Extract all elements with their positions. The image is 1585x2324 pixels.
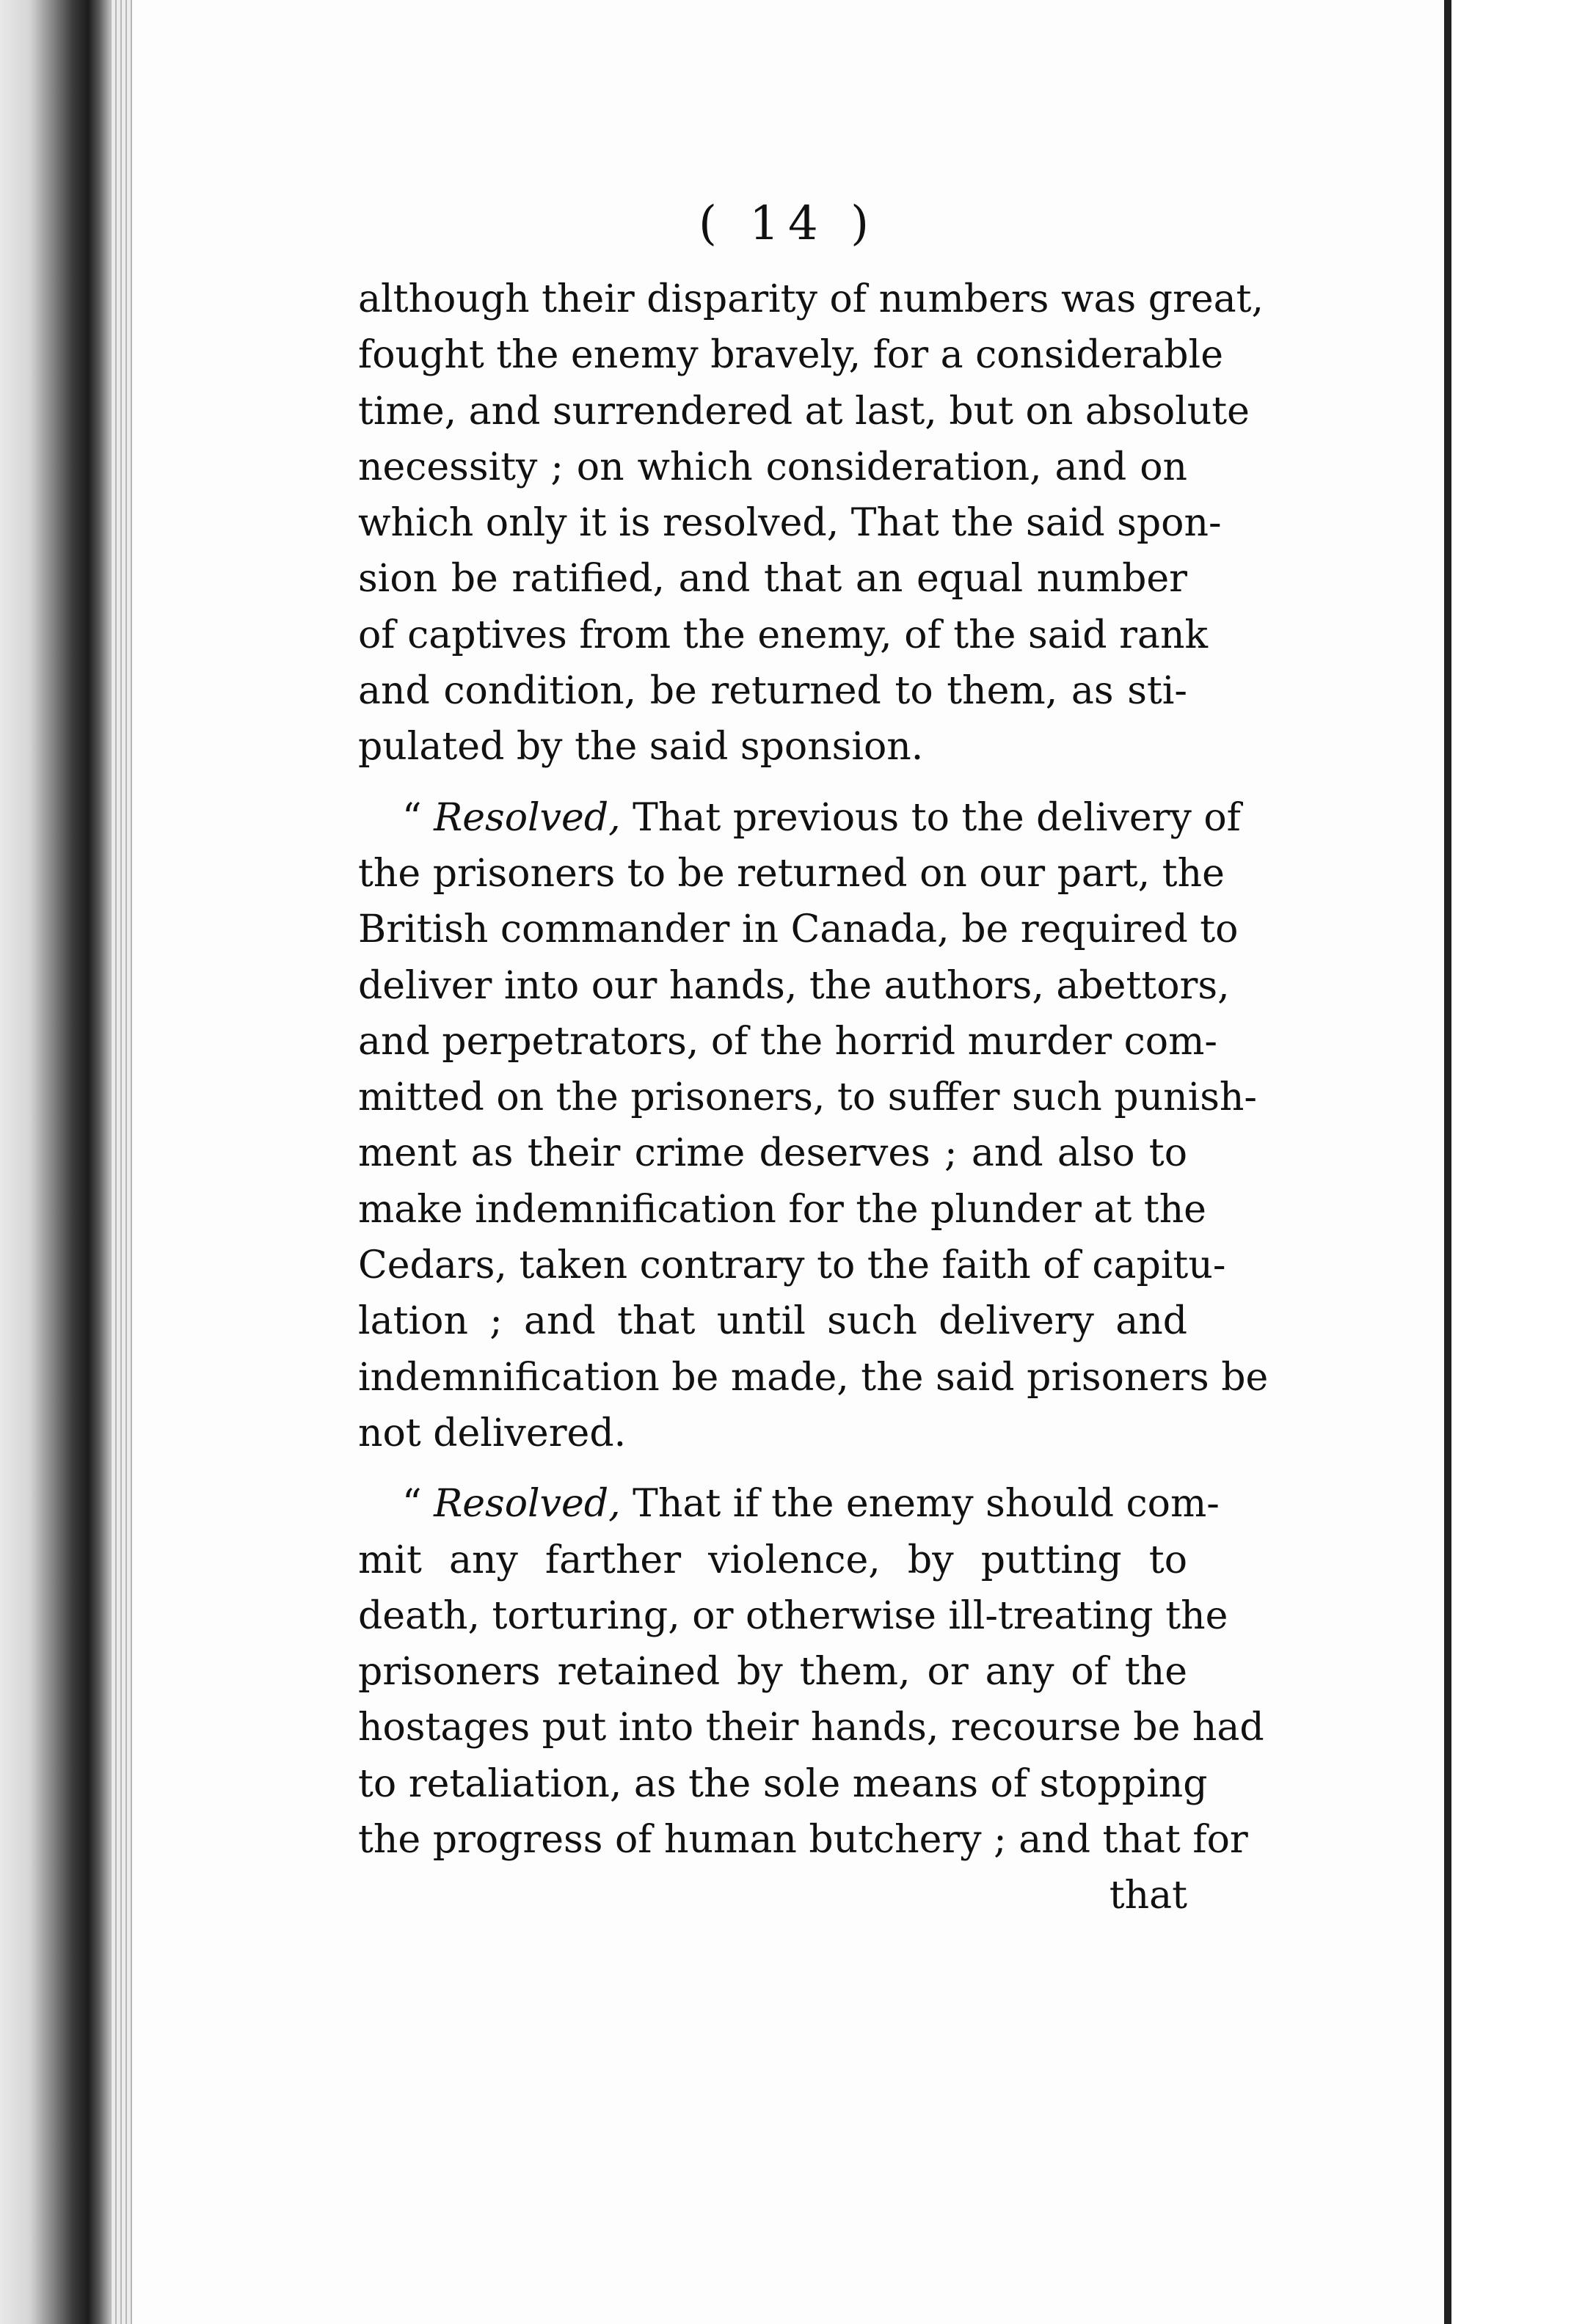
paragraph-opening-line [358, 1476, 1220, 1532]
text-line: the prisoners to be returned on our part, the [358, 851, 1225, 896]
text-line: of captives from the enemy, of the said rank [358, 613, 1208, 657]
next-page-edge [1444, 0, 1451, 2324]
text-line: hostages put into their hands, recourse be had [358, 1706, 1264, 1750]
text-line: and condition, be returned to them, as sti- [358, 669, 1187, 714]
text-line: sion be ratified, and that an equal number [358, 557, 1187, 602]
open-quote: “ [402, 795, 434, 840]
text-line: lation ; and that until such delivery and [358, 1299, 1187, 1344]
text-line: indemnification be made, the said prisoners be [358, 1355, 1269, 1400]
resolved-italic: Resolved, [434, 1482, 621, 1527]
text-line: death, torturing, or otherwise ill-treating the [358, 1593, 1228, 1638]
text-line: mit any farther violence, by putting to [358, 1538, 1187, 1582]
resolved-italic: Resolved, [434, 795, 621, 840]
paragraph-opening-line [358, 790, 1241, 846]
text-line: although their disparity of numbers was great, [358, 277, 1264, 321]
text-line: pulated by the said sponsion. [358, 725, 924, 770]
body-text [358, 271, 1269, 1924]
page-number-header: ( 14 ) [698, 197, 878, 251]
opening-text: That if the enemy should com- [620, 1482, 1220, 1527]
page-edge-lines [110, 0, 132, 2324]
text-line: make indemnification for the plunder at the [358, 1187, 1206, 1232]
margin-right [1451, 0, 1585, 2324]
text-line: not delivered. [358, 1411, 627, 1455]
text-line: the progress of human butchery ; and that for [358, 1818, 1248, 1863]
text-line: ment as their crime deserves ; and also to [358, 1131, 1187, 1176]
text-line: fought the enemy bravely, for a considerable [358, 333, 1223, 378]
text-line: Cedars, taken contrary to the faith of capitu- [358, 1243, 1226, 1288]
text-line: mitted on the prisoners, to suffer such punish- [358, 1075, 1257, 1120]
text-line: which only it is resolved, That the said spon- [358, 501, 1222, 546]
text-line: British commander in Canada, be required to [358, 907, 1239, 952]
open-quote: “ [402, 1482, 434, 1527]
text-line: prisoners retained by them, or any of the [358, 1650, 1187, 1695]
text-line: and perpetrators, of the horrid murder com- [358, 1019, 1217, 1064]
text-line: to retaliation, as the sole means of stopping [358, 1761, 1208, 1806]
catchword: that [1109, 1874, 1187, 1918]
text-line: necessity ; on which consideration, and on [358, 445, 1187, 489]
text-line: time, and surrendered at last, but on absolute [358, 389, 1250, 434]
text-line: deliver into our hands, the authors, abettors, [358, 963, 1230, 1008]
book-binding-gutter [0, 0, 110, 2324]
opening-text: That previous to the delivery of [620, 795, 1241, 840]
